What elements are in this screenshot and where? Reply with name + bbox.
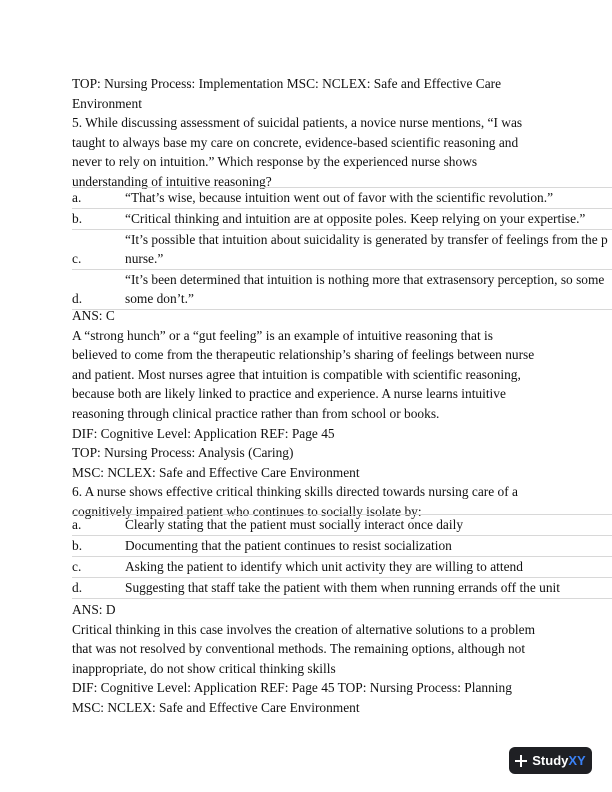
option-text xyxy=(125,536,612,557)
q6-rationale-line: that was not resolved by conventional methods. The remaining options, although not xyxy=(72,641,526,657)
q6-meta-line: MSC: NCLEX: Safe and Effective Care Environment xyxy=(72,699,360,715)
q5-option-a xyxy=(72,188,612,209)
option-text xyxy=(125,230,612,270)
option-text xyxy=(125,270,612,310)
q6-rationale-line: Critical thinking in this case involves the creation of alternative solutions to a problem xyxy=(72,621,535,637)
option-letter: d. xyxy=(72,580,83,595)
q5-stem-line: never to rely on intuition.” Which response by the experienced nurse shows xyxy=(72,154,478,170)
badge-brand-accent: XY xyxy=(568,753,586,768)
q5-top-line: Environment xyxy=(72,95,142,111)
option-letter: d. xyxy=(72,291,83,306)
q5-stem-line: taught to always base my care on concrete, evidence-based scientific reasoning and xyxy=(72,134,519,150)
q5-option-b xyxy=(72,209,612,230)
q5-answer-section xyxy=(72,306,562,522)
option-letter: b. xyxy=(72,538,83,553)
option-letter: b. xyxy=(72,211,83,226)
q6-stem-line: cognitively impaired patient who continues to socially isolate by: xyxy=(72,503,422,519)
option-text-line: Suggesting that staff take the patient with them when running errands off the unit xyxy=(125,580,560,595)
option-text xyxy=(125,578,612,599)
q5-stem-line: understanding of intuitive reasoning? xyxy=(72,173,272,189)
option-text-line: Documenting that the patient continues to resist socialization xyxy=(125,538,452,553)
q5-meta-line: TOP: Nursing Process: Analysis (Caring) xyxy=(72,445,294,461)
option-text-line: some don’t.” xyxy=(125,291,194,306)
q5-answer: ANS: C xyxy=(72,308,115,323)
q6-answer-section xyxy=(72,600,562,718)
q5-rationale-line: believed to come from the therapeutic relationship’s sharing of feelings between nurse xyxy=(72,347,535,363)
option-letter: a. xyxy=(72,517,82,532)
option-text-line: Asking the patient to identify which unit activity they are willing to attend xyxy=(125,559,523,574)
q6-options-table xyxy=(72,514,612,599)
option-text-line: “That’s wise, because intuition went out of favor with the scientific revolution.” xyxy=(125,190,554,205)
q5-rationale-line: and patient. Most nurses agree that intuition is compatible with scientific reasoning, xyxy=(72,366,521,382)
option-text-line: Clearly stating that the patient must socially interact once daily xyxy=(125,517,464,532)
q5-meta-line: DIF: Cognitive Level: Application REF: Page 45 xyxy=(72,425,335,441)
q5-options-table xyxy=(72,187,612,310)
plus-icon xyxy=(515,755,527,767)
q5-rationale-line: because both are likely linked to practice and experience. A nurse learns intuitive xyxy=(72,386,506,402)
q5-rationale-line: A “strong hunch” or a “gut feeling” is an example of intuitive reasoning that is xyxy=(72,327,493,343)
option-letter: c. xyxy=(72,251,82,266)
q5-option-d xyxy=(72,270,612,310)
q5-top-line: TOP: Nursing Process: Implementation MSC: NCLEX: Safe and Effective Care xyxy=(72,76,502,91)
option-letter: a. xyxy=(72,190,82,205)
option-text-line: “It’s been determined that intuition is nothing more that extrasensory perception, so some xyxy=(125,272,605,287)
q6-option-c xyxy=(72,557,612,578)
q5-stem-line: 5. While discussing assessment of suicidal patients, a novice nurse mentions, “I was xyxy=(72,115,523,131)
q6-stem-line: 6. A nurse shows effective critical thinking skills directed towards nursing care of a xyxy=(72,484,518,500)
studyxy-badge[interactable] xyxy=(509,747,592,774)
badge-brand-main: Study xyxy=(532,753,569,768)
q6-option-a xyxy=(72,515,612,536)
option-text xyxy=(125,557,612,578)
q5-rationale-line: reasoning through clinical practice rather than from school or books. xyxy=(72,405,440,421)
q6-rationale-line: inappropriate, do not show critical thinking skills xyxy=(72,660,336,676)
q5-option-c xyxy=(72,230,612,270)
option-letter: c. xyxy=(72,559,82,574)
option-text xyxy=(125,188,612,209)
q5-meta-line: MSC: NCLEX: Safe and Effective Care Environment xyxy=(72,464,360,480)
badge-brand xyxy=(532,753,585,768)
q6-option-d xyxy=(72,578,612,599)
option-text xyxy=(125,209,612,230)
option-text-line: nurse.” xyxy=(125,251,164,266)
option-text-line: “It’s possible that intuition about suicidality is generated by transfer of feelings from the p xyxy=(125,232,608,247)
q6-option-b xyxy=(72,536,612,557)
q6-answer: ANS: D xyxy=(72,602,116,617)
q6-meta-line: DIF: Cognitive Level: Application REF: Page 45 TOP: Nursing Process: Planning xyxy=(72,680,512,696)
q5-header xyxy=(72,74,562,192)
option-text-line: “Critical thinking and intuition are at opposite poles. Keep relying on your expertise.” xyxy=(125,211,586,226)
option-text xyxy=(125,515,612,536)
